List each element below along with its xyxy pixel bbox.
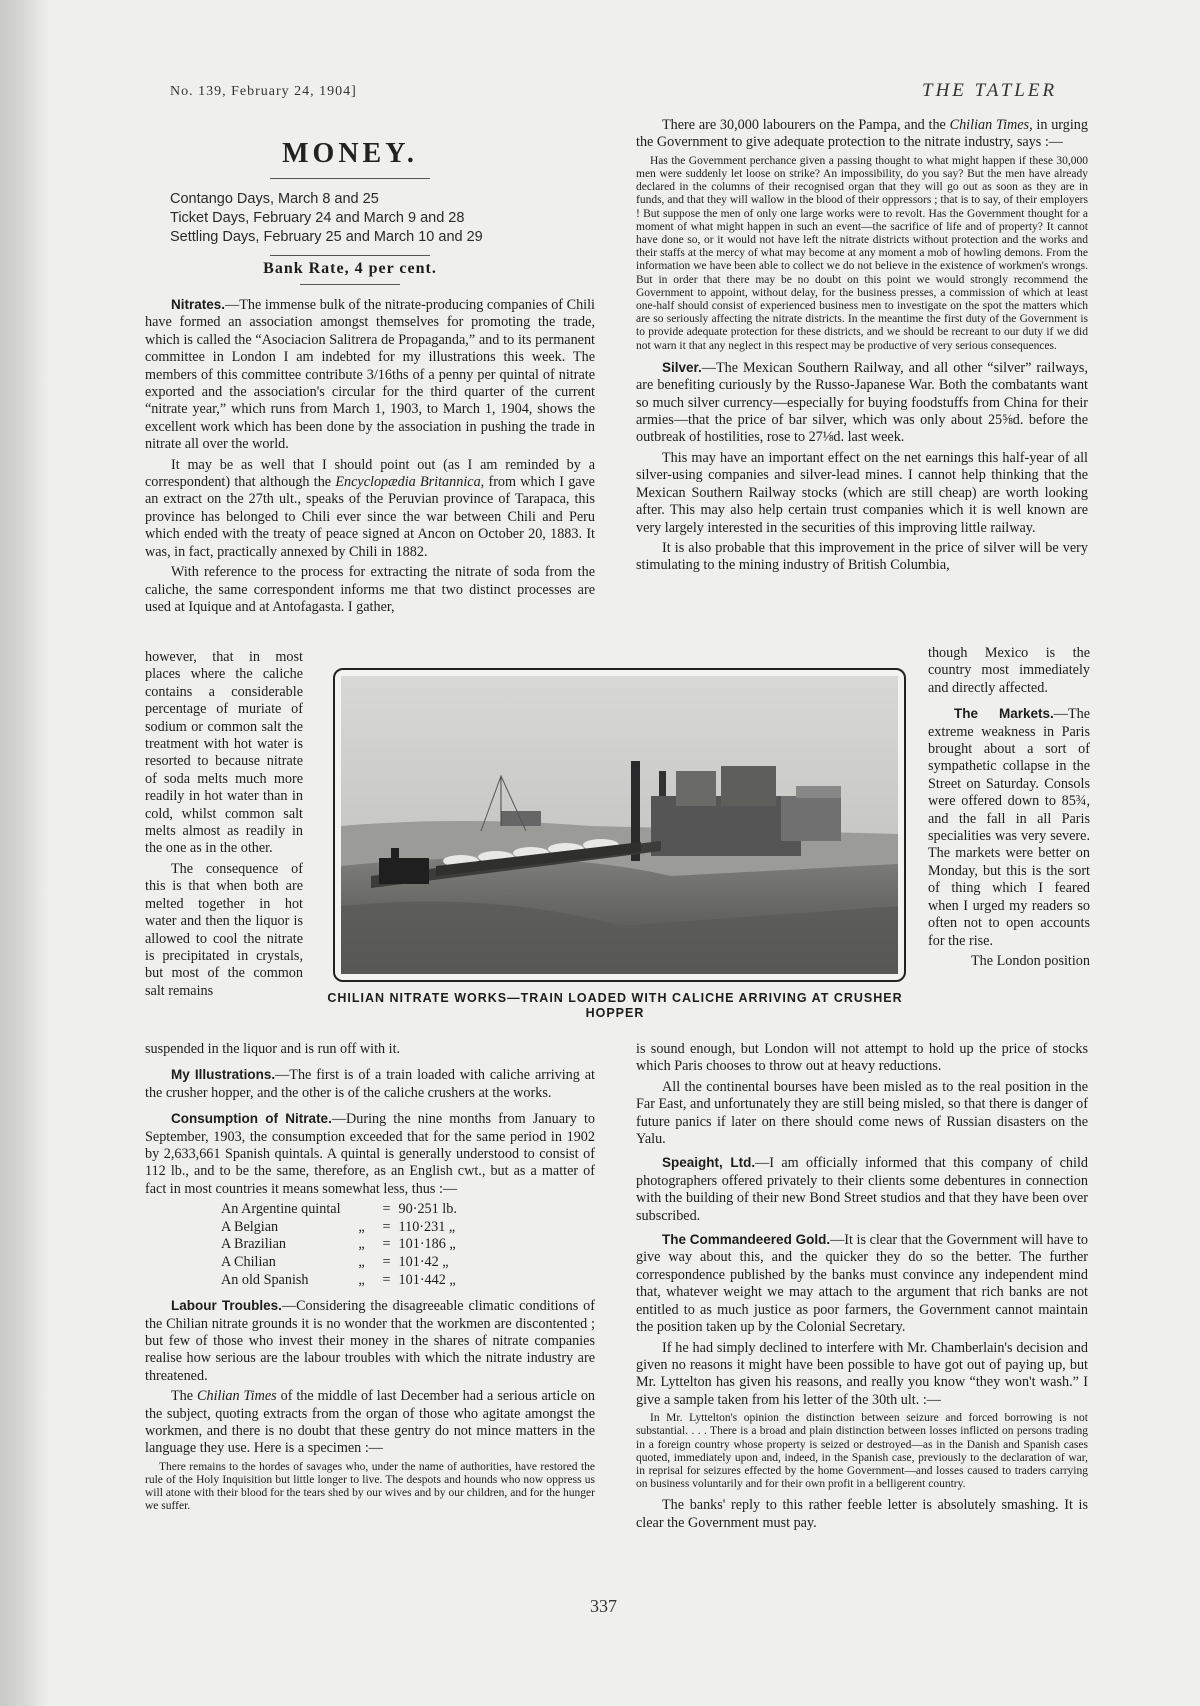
gold-paragraph [636,1231,1088,1336]
bank-rate: Bank Rate, 4 per cent. [263,260,437,277]
table-row [221,1254,465,1272]
silver-paragraph [636,359,1088,447]
quintal-name: A Brazilian [221,1236,287,1253]
table-row [221,1236,465,1254]
quintal-name: An Argentine quintal [221,1201,341,1218]
illustrations-body: —The first is of a train loaded with caliche arriving at the crusher hopper, and the other is of the caliche crushers at the works. [145,1067,595,1101]
photo-caption: CHILIAN NITRATE WORKS—TRAIN LOADED WITH CALICHE ARRIVING AT CRUSHER HOPPER [327,991,903,1020]
gold-heading: The Commandeered Gold. [662,1232,831,1248]
illustrations-heading: My Illustrations. [171,1067,276,1083]
speaight-body: —I am officially informed that this company of child photographers offered privately to their clients some debentures in connection with the building of their new Bond Street studios and that they have been over subscribed. [636,1155,1088,1224]
quintal-value: 101·442 „ [398,1271,456,1288]
speaight-heading: Speaight, Ltd. [662,1155,756,1171]
quintal-value: 101·42 „ [398,1254,449,1271]
quintal-name: A Belgian [221,1218,279,1235]
labour-heading: Labour Troubles. [171,1298,282,1314]
tarapaca-paragraph [145,457,595,561]
nitrate-works-illustration [341,676,898,974]
effect-paragraph: This may have an important effect on the net earnings this half-year of all silver-using companies and silver-lead mines. I cannot help thinking that the Mexican Southern Railway stocks (which are still cheap) are worth looking after. This may also help certain trust companies which it is well known are very largely interested in the securities of this improving little railway. [636,449,1088,536]
quintal-name: A Chilian [221,1254,276,1271]
nitrates-heading: Nitrates. [171,297,226,312]
tarapaca-text-b: from which I gave an extract on the 27th ult., speaks of the Peruvian province of Tarapaca, this province has belonged to Chili ever since the war between Chili and Peru which ended with the treaty of peace signed at Ancon on October 20, 1883. It was, in fact, practically annexed by Chili in 1882. [145,474,595,560]
bourses-paragraph: All the continental bourses have been misled as to the real position in the Far East, and unfortunately they are still being misled, so that there is danger of future panics if later on there should come news of Russian disasters on the Yalu. [636,1078,1088,1148]
title-rule [270,178,430,179]
encyclopaedia-title: Encyclopædia Britannica, [335,474,485,491]
consequence-paragraph: The consequence of this is that when both are melted together in hot water and then the liquor is allowed to cool the nitrate is precipitated in crystals, but most of the common salt remains [145,860,303,999]
times-text-b: of the middle of last December had a serious article on the subject, quoting extracts from the organ of those who agitate amongst the workmen, and there is no doubt that these gentry do not mince matters in the language they use. Here is a specimen :— [145,1388,596,1457]
quintal-table [221,1201,465,1289]
bank-rate-rule [300,284,400,285]
chilian-times-ref: Chilian Times, [949,117,1033,133]
page-number: 337 [590,1596,617,1616]
specimen-quote: There remains to the hordes of savages who, under the name of authorities, have restored the rule of the Holy Inquisition but little longer to live. The despots and hounds who now oppress us will atone with their blood for the tears shed by our wives and by our children, and for the hunger we suffer. [145,1460,595,1513]
quintal-value: 101·186 „ [398,1236,456,1253]
london-start: The London position [970,952,1090,969]
quintal-name: An old Spanish [221,1271,309,1288]
dates-rule [270,255,430,256]
magazine-name: THE TATLER [922,80,1058,101]
table-row [221,1272,465,1290]
consumption-heading: Consumption of Nitrate. [171,1111,332,1127]
probable-continuation: though Mexico is the country most immediately and directly affected. [928,645,1090,696]
labourers-paragraph [636,117,1088,152]
lyttelton-quote: In Mr. Lyttelton's opinion the distinction between seizure and forced borrowing is not substantial. . . . There is a broad and plain distinction between losses inflicted on persons trading in a foreign country whose property is seized or destroyed—as in the Danish and Spanish cases quoted, immediately upon and, indeed, in the Spanish case, previously to the declaration of war, in reprisal for seizures effected by the home Government—and losses caused to traders carrying on business voluntarily and for their own profit in a belligerent country. [636,1412,1088,1491]
settling-days: Settling Days, February 25 and March 10 and 29 [170,229,483,245]
quintal-ditto: „ [358,1218,365,1235]
speaight-paragraph [636,1154,1088,1225]
quintal-ditto: „ [358,1254,365,1271]
closing-paragraph: The banks' reply to this rather feeble letter is absolutely smashing. It is clear the Government must pay. [636,1497,1088,1531]
gold-body: —It is clear that the Government will have to give way about this, and the quicker they do so the better. The further correspondence published by the banks must convince any independent mind that, whatever weight we may attach to the argument that rich banks are not entitled to as much justice as poor farmers, the Government cannot maintain the position taken up by the Colonial Secretary. [636,1232,1088,1336]
suspended-line: suspended in the liquor and is run off with it. [145,1041,401,1057]
times-text-a: The [171,1388,198,1405]
contango-days: Contango Days, March 8 and 25 [170,191,379,207]
labourers-text-a: There are 30,000 labourers on the Pampa, and the [662,117,950,133]
process-paragraph: With reference to the process for extracting the nitrate of soda from the caliche, the same correspondent informs me that two distinct processes are used at Iquique and at Antofagasta. I gather, [145,564,595,615]
quintal-eq: = [382,1201,391,1218]
quintal-value: 110·231 „ [398,1218,456,1235]
left-column-bottom [145,1041,595,1520]
ticket-days: Ticket Days, February 24 and March 9 and 28 [170,210,465,226]
labourers-text-b: in urging the Government to give adequate protection to the nitrate industry, says :— [636,117,1088,151]
quintal-ditto: „ [358,1271,365,1288]
page-binding-shadow [0,0,48,1706]
london-paragraph: is sound enough, but London will not attempt to hold up the price of stocks which Paris chooses to throw out at heavy reductions. [636,1041,1088,1075]
right-column-bottom [636,1041,1088,1535]
show-through-shadow [1152,108,1200,1458]
table-row [221,1219,465,1237]
quintal-value: 90·251 lb. [398,1201,457,1218]
government-quote: Has the Government perchance given a passing thought to what might happen if these 30,000 men were suddenly let loose on strike? An impossibility, do you say? But the men have already declared in the columns of their recognised organ that they will go out as soon as they are in funds, and that they will wallow in the blood of their oppressors ; that is to say, of their employers ! But suppose the men of only one large works were to revolt. Has the Government thought for a moment of what might happen in such an event—the sacrifice of life and of property? It cannot have done so, or it would not have left the nitrate districts without protection and the works and their staffs at the mercy of what may become at any moment a mob of howling demons. From the information we have been able to collect we do not believe in the existence of workmen's wrongs. But in order that there may be no doubt on this point we would strongly recommend the Government to appoint, without delay, for the business presses, a commission of which at least one-half should consist of experienced business men to investigate on the spot the matters which are so seriously affecting the nitrate districts. In the meantime the first duty of the Government is to provide adequate protection for these districts, and we should be recreant to our duty if we did not warn it that any neglect in this respect may be productive of very serious consequences. [636,154,1088,352]
markets-body: —The extreme weakness in Paris brought about a sort of sympathetic collapse in the Street on Saturday. Consols were offered down to 85¾, and the fall in all Paris specialities was very severe. The markets were better on Monday, but this is the sort of thing which I feared when I urged my readers so often not to open accounts for the rise. [928,706,1090,949]
probable-paragraph: It is also probable that this improvement in the price of silver will be very stimulating to the mining industry of British Columbia, [636,539,1088,574]
chilian-times-paragraph [145,1388,595,1458]
silver-body: —The Mexican Southern Railway, and all other “silver” railways, are benefiting curiously by the Russo-Japanese War. Both the combatants want so much silver currency—especially for buying foodstuffs from China for their armies—that the price of bar silver, which was only about 25⅝d. before the outbreak of hostilities, rose to 27⅛d. last week. [636,359,1088,446]
nitrates-body: —The immense bulk of the nitrate-producing companies of Chili have formed an association amongst themselves for promoting the trade, which is called the “Asociacion Salitrera de Propaganda,” and to its permanent committee in London I am indebted for my illustrations this week. The members of this committee contribute 3/16ths of a penny per quintal of nitrate exported and the association's circular for the third quarter of the current “nitrate year,” which runs from March 1, 1903, to March 1, 1904, shows the excellent work which has been done by the association in pushing the trade in nitrate all over the world. [145,297,595,453]
silver-heading: Silver. [662,359,702,375]
quintal-eq: = [382,1236,391,1253]
settlement-dates [170,190,590,247]
page-title: MONEY. [282,138,418,169]
nitrate-works-photo [333,668,906,982]
labour-body: —Considering the disagreeable climatic conditions of the Chilian nitrate grounds it is no wonder that the workmen are discontented ; but few of those who invest their money in the shares of nitrate companies realise how serious are the labour troubles with which the nitrate industry are threatened. [145,1298,595,1384]
markets-heading: The Markets. [954,706,1054,722]
tarapaca-text-a: It may be as well that I should point out (as I am reminded by a correspondent) that although the [145,456,595,491]
process-continuation: however, that in most places where the caliche contains a considerable percentage of muriate of sodium or common salt the treatment with hot water is resorted to because nitrate of soda melts much more readily in hot water than in cold, whilst common salt melts almost as readily in the one as in the other. [145,649,303,857]
consumption-paragraph [145,1110,595,1198]
markets-paragraph [928,705,1090,950]
chamberlain-paragraph: If he had simply declined to interfere with Mr. Chamberlain's decision and given no reasons it might have been possible to have got out of paying up, but Mr. Lyttelton has given his reasons, and really you know “they won't wash.” I give a sample taken from his letter of the 30th ult. :— [636,1339,1088,1408]
nitrates-paragraph [145,296,595,454]
labour-paragraph [145,1297,595,1385]
left-column-top [145,296,595,619]
table-row [221,1201,465,1219]
quintal-eq: = [382,1254,391,1271]
quintal-eq: = [382,1218,391,1235]
consumption-body: —During the nine months from January to September, 1903, the consumption exceeded that for the same period in 1902 by 2,633,661 Spanish quintals. A quintal is generally understood to consist of 112 lb., and to be the same, therefore, as an English cwt., but as a matter of fact in most countries it means somewhat less, thus :— [145,1111,595,1197]
right-column-narrow [928,645,1090,973]
left-column-narrow [145,649,303,1003]
issue-header: No. 139, February 24, 1904] [170,84,357,99]
quintal-eq: = [382,1271,391,1288]
right-column-top [636,117,1088,578]
illustrations-paragraph [145,1066,595,1102]
quintal-ditto [349,1201,383,1219]
chilian-times-title: Chilian Times [197,1388,277,1405]
quintal-ditto: „ [358,1236,365,1253]
